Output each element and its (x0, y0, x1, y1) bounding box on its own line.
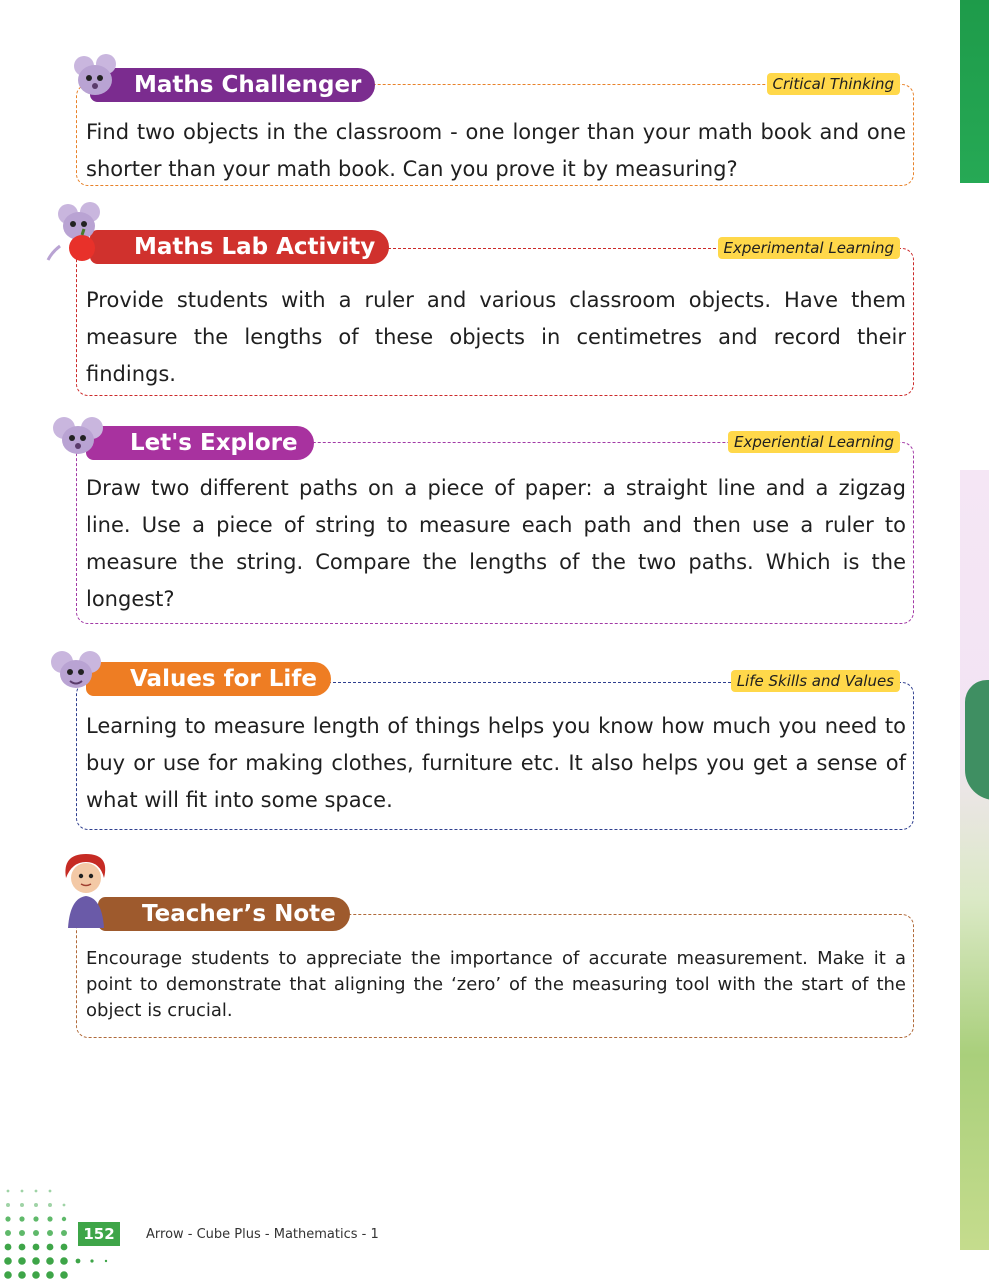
lets-explore-heading: Let's Explore (86, 426, 314, 460)
page-edge-bush (965, 680, 989, 800)
values-for-life-box (76, 660, 914, 830)
mouse-with-apple-icon (46, 202, 108, 264)
maths-challenger-heading: Maths Challenger (90, 68, 375, 102)
values-for-life-heading: Values for Life (86, 662, 331, 696)
experiential-learning-tag: Experiential Learning (728, 431, 900, 453)
teachers-note-box (76, 896, 914, 1038)
maths-lab-box (76, 230, 914, 396)
page-number: 152 (78, 1222, 120, 1246)
page-edge-green-strip (960, 0, 989, 183)
teachers-note-text: Encourage students to appreciate the importance of accurate measurement. Make it a point to demonstrate that aligning the ‘zero’ of the measuring tool with the start of the object is crucial. (86, 948, 906, 1021)
mouse-mascot-icon (50, 648, 102, 694)
lets-explore-text: Draw two different paths on a piece of paper: a straight line and a zigzag line. Use a piece of string to measure each path and then use a ruler to measure the string. Compare the lengths of the two paths. Which is the longest? (86, 476, 906, 611)
experimental-learning-tag: Experimental Learning (718, 237, 900, 259)
values-for-life-text: Learning to measure length of things helps you know how much you need to buy or use for making clothes, furniture etc. It also helps you get a sense of what will fit into some space. (86, 714, 906, 812)
footer-book-title: Arrow - Cube Plus - Mathematics - 1 (146, 1227, 379, 1242)
maths-lab-heading: Maths Lab Activity (90, 230, 389, 264)
critical-thinking-tag: Critical Thinking (767, 73, 900, 95)
mouse-mascot-icon (70, 54, 122, 100)
maths-lab-text: Provide students with a ruler and various classroom objects. Have them measure the lengths of these objects in centimetres and record their findings. (86, 288, 906, 386)
mouse-mascot-icon (52, 414, 104, 460)
lets-explore-box (76, 426, 914, 624)
page-edge-illustration (960, 470, 989, 1250)
teacher-character-icon (54, 848, 118, 928)
maths-challenger-box (76, 68, 914, 186)
maths-challenger-text: Find two objects in the classroom - one longer than your math book and one shorter than your math book. Can you prove it by measuring? (86, 120, 906, 181)
life-skills-tag: Life Skills and Values (731, 670, 900, 692)
teachers-note-heading: Teacher’s Note (98, 897, 350, 931)
